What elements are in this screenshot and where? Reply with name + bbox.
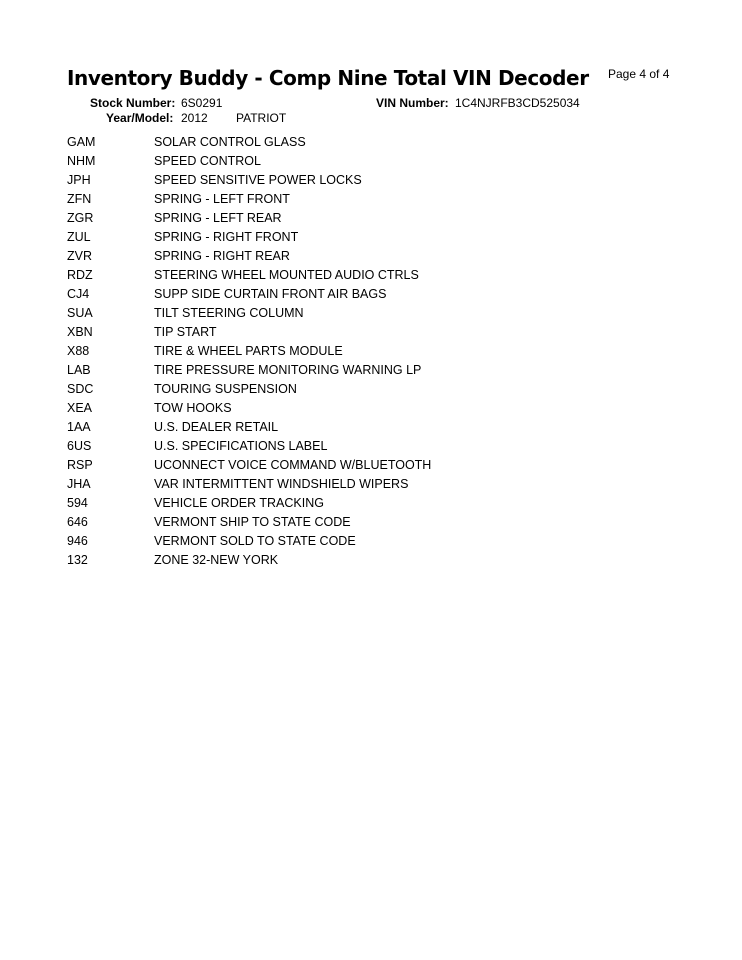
- option-code-row: [67, 266, 627, 285]
- option-code-row: [67, 209, 627, 228]
- year-value: 2012: [181, 111, 208, 125]
- option-code-row: [67, 475, 627, 494]
- option-code: 6US: [67, 439, 92, 453]
- option-code-row: [67, 190, 627, 209]
- option-description: SPRING - LEFT REAR: [154, 211, 282, 225]
- document-title: Inventory Buddy - Comp Nine Total VIN Decoder: [67, 66, 589, 90]
- option-code: RDZ: [67, 268, 93, 282]
- option-code: JHA: [67, 477, 91, 491]
- option-code: RSP: [67, 458, 93, 472]
- option-code: 946: [67, 534, 88, 548]
- option-code-row: [67, 494, 627, 513]
- option-code: X88: [67, 344, 90, 358]
- option-description: SPRING - RIGHT REAR: [154, 249, 290, 263]
- option-code: SUA: [67, 306, 93, 320]
- vin-number-label: VIN Number:: [376, 96, 449, 110]
- option-code: 594: [67, 496, 88, 510]
- option-description: TIRE PRESSURE MONITORING WARNING LP: [154, 363, 422, 377]
- option-description: STEERING WHEEL MOUNTED AUDIO CTRLS: [154, 268, 419, 282]
- option-code-row: [67, 380, 627, 399]
- option-description: U.S. SPECIFICATIONS LABEL: [154, 439, 328, 453]
- option-code-row: [67, 437, 627, 456]
- option-description: SPEED CONTROL: [154, 154, 261, 168]
- option-description: ZONE 32-NEW YORK: [154, 553, 279, 567]
- stock-number-label: Stock Number:: [90, 96, 176, 110]
- option-description: SUPP SIDE CURTAIN FRONT AIR BAGS: [154, 287, 387, 301]
- option-code-row: [67, 513, 627, 532]
- option-description: TIRE & WHEEL PARTS MODULE: [154, 344, 343, 358]
- option-description: TOURING SUSPENSION: [154, 382, 297, 396]
- year-model-label: Year/Model:: [106, 111, 174, 125]
- option-code: CJ4: [67, 287, 90, 301]
- option-description: TIP START: [154, 325, 217, 339]
- option-code: SDC: [67, 382, 94, 396]
- stock-number-value: 6S0291: [181, 96, 223, 110]
- option-code-row: [67, 551, 627, 570]
- option-description: TILT STEERING COLUMN: [154, 306, 304, 320]
- option-code-row: [67, 456, 627, 475]
- option-code: 1AA: [67, 420, 91, 434]
- option-code: 646: [67, 515, 88, 529]
- option-description: VEHICLE ORDER TRACKING: [154, 496, 324, 510]
- option-code: NHM: [67, 154, 96, 168]
- option-code: GAM: [67, 135, 96, 149]
- option-description: SPRING - RIGHT FRONT: [154, 230, 299, 244]
- option-description: TOW HOOKS: [154, 401, 232, 415]
- option-code: JPH: [67, 173, 91, 187]
- page-indicator: Page 4 of 4: [608, 67, 670, 81]
- option-description: VAR INTERMITTENT WINDSHIELD WIPERS: [154, 477, 409, 491]
- option-description: SOLAR CONTROL GLASS: [154, 135, 306, 149]
- option-code-row: [67, 228, 627, 247]
- option-code-row: [67, 304, 627, 323]
- option-code-row: [67, 247, 627, 266]
- option-description: VERMONT SHIP TO STATE CODE: [154, 515, 351, 529]
- option-code-row: [67, 323, 627, 342]
- option-code: XBN: [67, 325, 93, 339]
- option-code: ZGR: [67, 211, 94, 225]
- option-code: ZVR: [67, 249, 92, 263]
- option-code-row: [67, 532, 627, 551]
- option-description: VERMONT SOLD TO STATE CODE: [154, 534, 356, 548]
- option-code-row: [67, 133, 627, 152]
- option-code: XEA: [67, 401, 93, 415]
- option-code: LAB: [67, 363, 91, 377]
- option-code: ZUL: [67, 230, 91, 244]
- option-code-row: [67, 285, 627, 304]
- option-code: 132: [67, 553, 88, 567]
- option-code-row: [67, 418, 627, 437]
- option-code-row: [67, 342, 627, 361]
- option-description: SPRING - LEFT FRONT: [154, 192, 290, 206]
- option-code-list: [67, 133, 627, 570]
- model-value: PATRIOT: [236, 111, 287, 125]
- option-code-row: [67, 171, 627, 190]
- vin-number-value: 1C4NJRFB3CD525034: [455, 96, 580, 110]
- option-description: UCONNECT VOICE COMMAND W/BLUETOOTH: [154, 458, 432, 472]
- option-code-row: [67, 399, 627, 418]
- option-description: SPEED SENSITIVE POWER LOCKS: [154, 173, 362, 187]
- option-code: ZFN: [67, 192, 92, 206]
- option-code-row: [67, 152, 627, 171]
- option-description: U.S. DEALER RETAIL: [154, 420, 279, 434]
- option-code-row: [67, 361, 627, 380]
